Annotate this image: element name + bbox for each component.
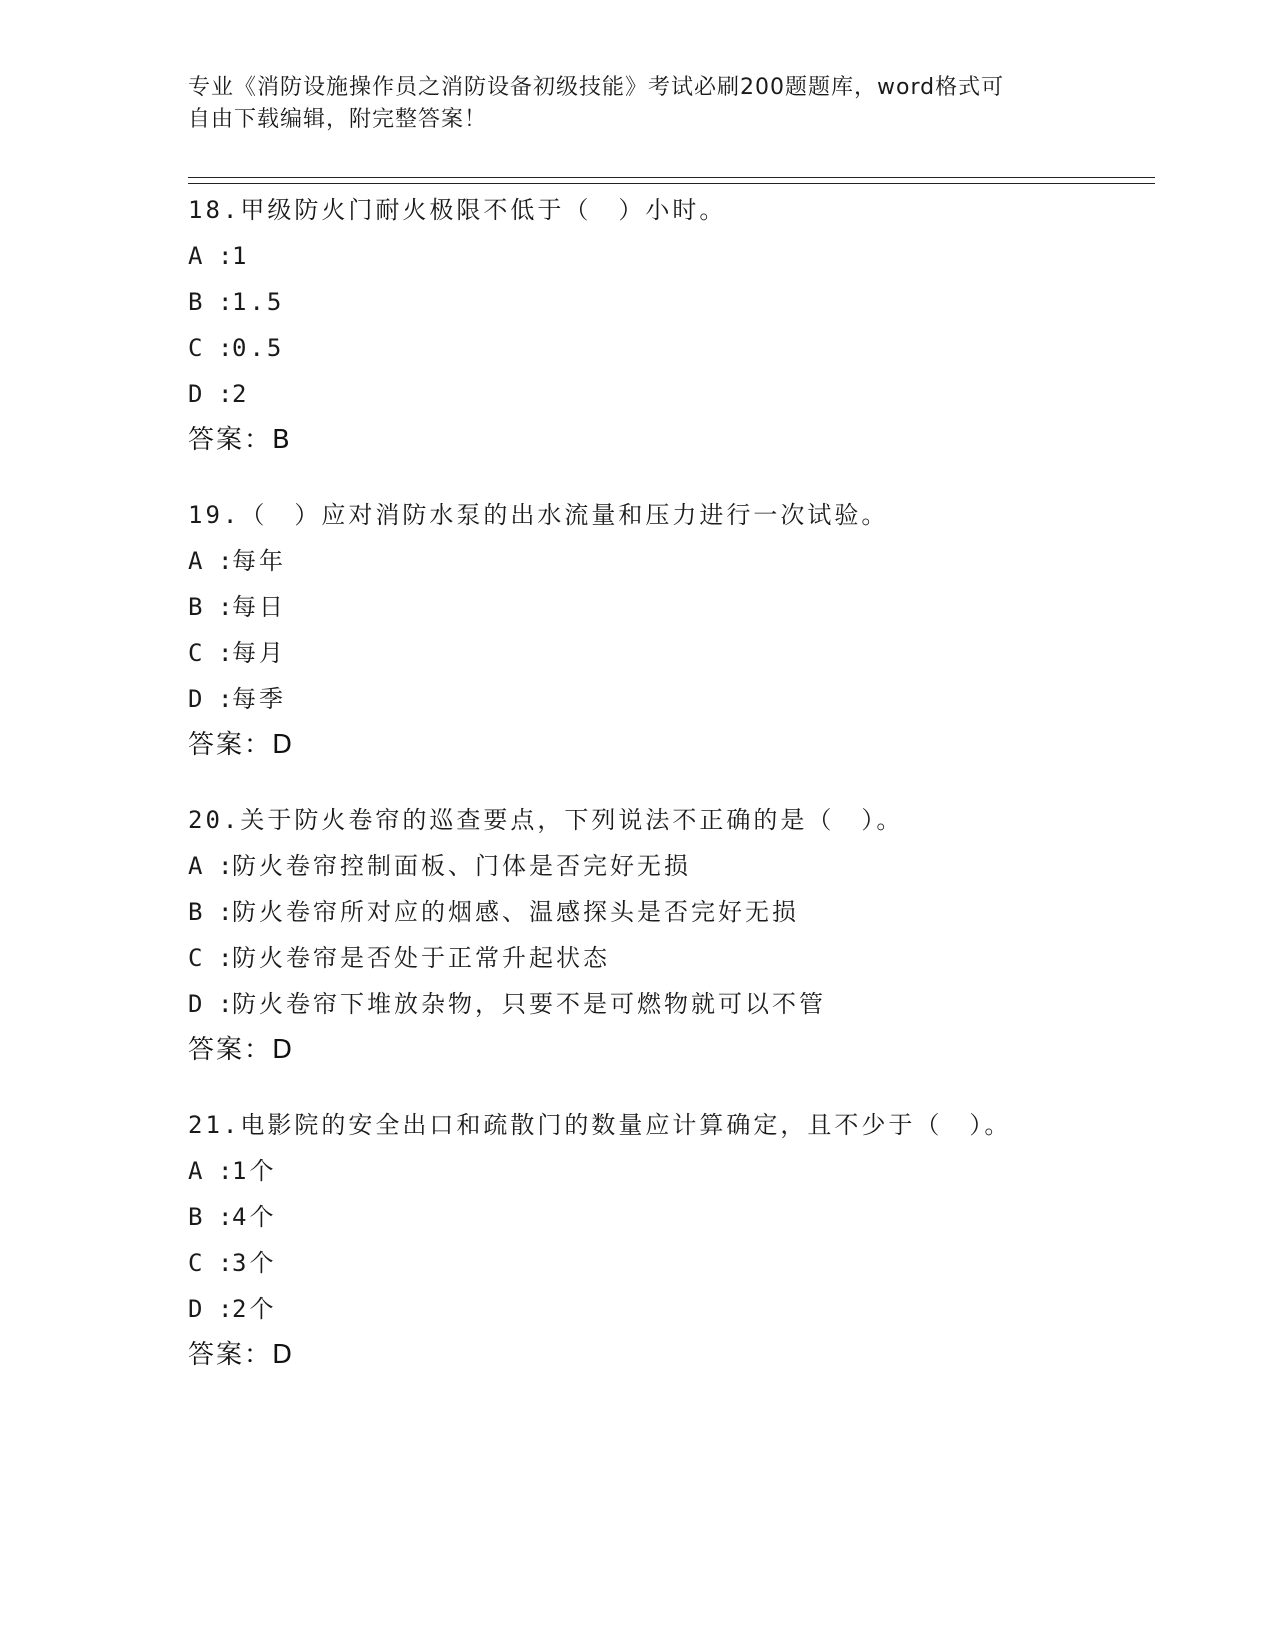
option-key: A	[188, 547, 206, 575]
option-key: A	[188, 852, 206, 880]
answer-line: 答案：B	[188, 425, 290, 455]
option-text: 每季	[232, 685, 286, 713]
option-c: C :0.5	[188, 325, 1168, 371]
option-d: D :2	[188, 371, 1168, 417]
option-key: D	[188, 1295, 206, 1323]
option-key: C	[188, 639, 206, 667]
option-text: 1	[232, 242, 250, 270]
option-text: 每月	[232, 639, 286, 667]
option-text: 防火卷帘下堆放杂物，只要不是可燃物就可以不管	[232, 990, 826, 1018]
option-key: A	[188, 242, 206, 270]
answer-value: B	[272, 425, 290, 455]
document-header	[188, 72, 1088, 136]
option-text: 每年	[232, 547, 286, 575]
answer-label: 答案	[188, 425, 245, 455]
option-d: D :防火卷帘下堆放杂物，只要不是可燃物就可以不管	[188, 981, 1168, 1027]
option-c: C :每月	[188, 630, 1168, 676]
option-d: D :2个	[188, 1286, 1168, 1332]
option-key: A	[188, 1157, 206, 1185]
option-key: D	[188, 990, 206, 1018]
question-stem: 19.（ ）应对消防水泵的出水流量和压力进行一次试验。	[188, 501, 889, 529]
option-b: B :每日	[188, 584, 1168, 630]
question-block	[188, 797, 1168, 1073]
answer-label: 答案	[188, 1035, 245, 1065]
option-a: A :每年	[188, 538, 1168, 584]
option-d: D :每季	[188, 676, 1168, 722]
question-block	[188, 187, 1168, 463]
option-text: 4个	[232, 1203, 277, 1231]
answer-line: 答案：D	[188, 1035, 293, 1065]
answer-value: D	[272, 1340, 293, 1370]
answer-label: 答案	[188, 1340, 245, 1370]
option-text: 1个	[232, 1157, 277, 1185]
answer-label: 答案	[188, 730, 245, 760]
header-divider-top	[188, 177, 1155, 178]
answer-line: 答案：D	[188, 1340, 293, 1370]
option-text: 2	[232, 380, 250, 408]
option-text: 防火卷帘控制面板、门体是否完好无损	[232, 852, 691, 880]
option-c: C :3个	[188, 1240, 1168, 1286]
answer-line: 答案：D	[188, 730, 293, 760]
option-b: B :防火卷帘所对应的烟感、温感探头是否完好无损	[188, 889, 1168, 935]
option-key: B	[188, 593, 206, 621]
option-a: A :1	[188, 233, 1168, 279]
option-b: B :1.5	[188, 279, 1168, 325]
option-key: C	[188, 1249, 206, 1277]
answer-value: D	[272, 1035, 293, 1065]
option-b: B :4个	[188, 1194, 1168, 1240]
header-title-line-2: 自由下载编辑，附完整答案！	[188, 107, 488, 132]
answer-value: D	[272, 730, 293, 760]
option-a: A :防火卷帘控制面板、门体是否完好无损	[188, 843, 1168, 889]
question-stem: 18.甲级防火门耐火极限不低于（ ）小时。	[188, 196, 727, 224]
option-text: 2个	[232, 1295, 277, 1323]
header-title-line-1: 专业《消防设施操作员之消防设备初级技能》考试必刷200题题库，word格式可	[188, 75, 1005, 100]
option-text: 3个	[232, 1249, 277, 1277]
question-stem: 20.关于防火卷帘的巡查要点，下列说法不正确的是（ ）。	[188, 806, 904, 834]
option-key: C	[188, 944, 206, 972]
option-text: 1.5	[232, 288, 285, 316]
option-key: B	[188, 898, 206, 926]
header-divider-bottom	[188, 183, 1155, 184]
option-text: 防火卷帘所对应的烟感、温感探头是否完好无损	[232, 898, 799, 926]
option-text: 防火卷帘是否处于正常升起状态	[232, 944, 610, 972]
option-key: C	[188, 334, 206, 362]
option-key: B	[188, 1203, 206, 1231]
option-text: 每日	[232, 593, 286, 621]
option-key: D	[188, 685, 206, 713]
question-block	[188, 492, 1168, 768]
question-stem: 21.电影院的安全出口和疏散门的数量应计算确定，且不少于（ ）。	[188, 1111, 1012, 1139]
option-c: C :防火卷帘是否处于正常升起状态	[188, 935, 1168, 981]
option-key: D	[188, 380, 206, 408]
option-text: 0.5	[232, 334, 285, 362]
option-key: B	[188, 288, 206, 316]
question-block	[188, 1102, 1168, 1378]
option-a: A :1个	[188, 1148, 1168, 1194]
